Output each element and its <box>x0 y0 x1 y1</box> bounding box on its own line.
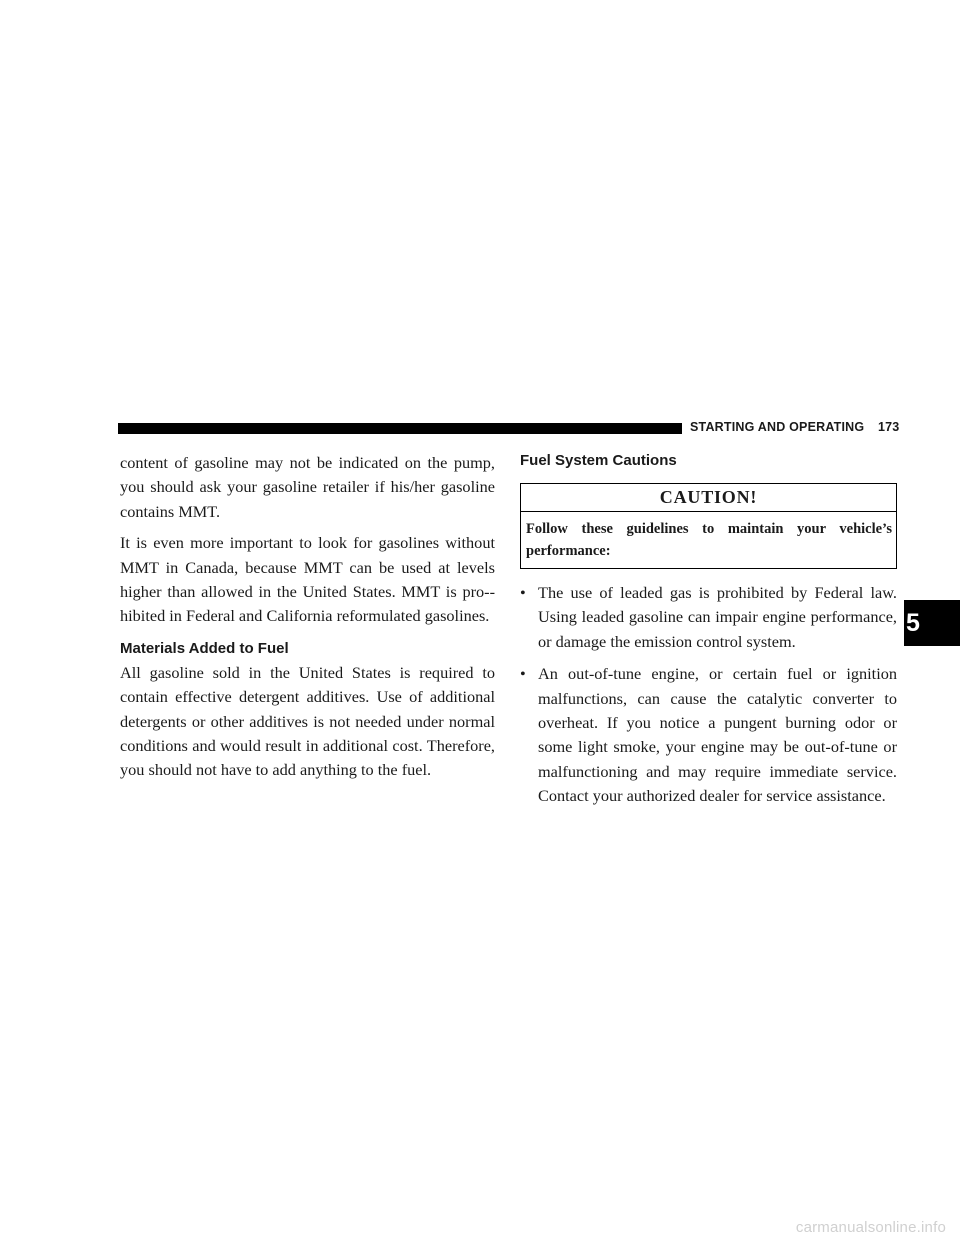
header-rule <box>118 423 682 434</box>
caution-title: CAUTION! <box>521 484 896 512</box>
bullet-icon: • <box>520 583 526 602</box>
bullet-icon: • <box>520 664 526 684</box>
caution-box <box>520 483 897 569</box>
list-item <box>520 581 897 654</box>
running-header <box>690 420 899 434</box>
bullet-list <box>520 581 897 809</box>
section-heading: Materials Added to Fuel <box>120 639 289 657</box>
right-column <box>520 451 897 809</box>
paragraph: All gasoline sold in the United States is required to contain effective detergent additives. Use of additional detergents or other additives is not needed under normal conditions and would result in additional cost. Therefore, you should not have to add anything to the fuel. <box>120 662 495 780</box>
paragraph: It is even more important to look for gasolines without MMT in Canada, because MMT can be used at levels higher than allowed in the United States. MMT is pro-hibited in Federal and California reformulated gasolines. <box>120 533 495 626</box>
left-column <box>120 451 495 783</box>
caution-text: Follow these guidelines to maintain your vehicle’s performance: <box>526 521 892 559</box>
list-item-text: The use of leaded gas is prohibited by Federal law. Using leaded gasoline can impair engine performance, or damage the emission control system. <box>538 583 897 651</box>
section-heading: Fuel System Cautions <box>520 452 677 469</box>
list-item <box>520 662 897 808</box>
watermark: carmanualsonline.info <box>795 1219 946 1236</box>
list-item-text: An out-of-tune engine, or certain fuel or ignition malfunctions, can cause the catalytic converter to overheat. If you notice a pungent burning odor or some light smoke, your engine may be out-of-tune or malfunctioning and may require immediate service. Contact your authorized dealer for service assistance. <box>538 664 897 806</box>
page-number: 173 <box>878 420 900 434</box>
paragraph: content of gasoline may not be indicated on the pump, you should ask your gasoline retailer if his/her gasoline contains MMT. <box>120 453 495 521</box>
section-title: STARTING AND OPERATING <box>690 420 865 434</box>
section-tab: 5 <box>904 600 960 646</box>
